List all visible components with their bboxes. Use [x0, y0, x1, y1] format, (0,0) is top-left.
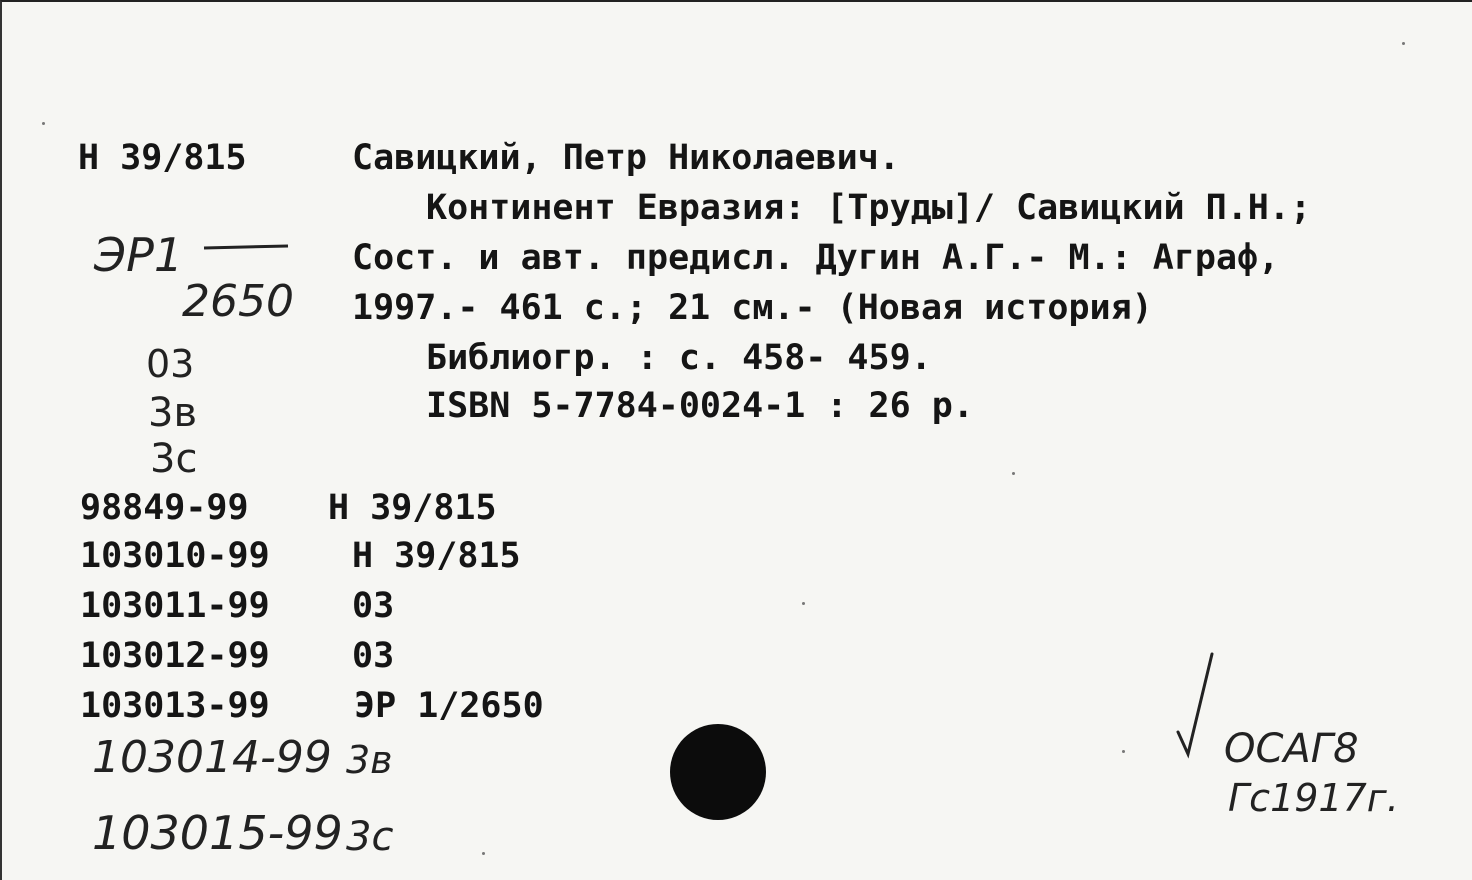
holding-loc-3: 03: [352, 586, 395, 626]
holding-inv-4: 103012-99: [80, 636, 270, 676]
punch-hole: [670, 724, 766, 820]
scan-speck: [1402, 42, 1405, 45]
annotation-line-1: ОСАГ8: [1224, 726, 1359, 772]
holding-loc-5: ЭР 1/2650: [354, 686, 544, 726]
responsibility-line: Сост. и авт. предисл. Дугин А.Г.- М.: Аграф,: [352, 238, 1280, 278]
holding-inv-3: 103011-99: [80, 586, 270, 626]
holding-loc-6: 3в: [346, 738, 393, 782]
bibliography-note: Библиогр. : с. 458- 459.: [426, 338, 932, 378]
holding-inv-1: 98849-99: [80, 488, 249, 528]
margin-code-03: 03: [146, 342, 195, 386]
publication-line: 1997.- 461 с.; 21 см.- (Новая история): [352, 288, 1153, 328]
call-number: Н 39/815: [78, 138, 247, 178]
scan-speck: [1012, 472, 1015, 475]
author-line: Савицкий, Петр Николаевич.: [352, 138, 900, 178]
holding-loc-7: 3с: [346, 814, 394, 860]
check-mark-icon: [1172, 650, 1232, 760]
annotation-line-2: Гс1917г.: [1228, 776, 1399, 820]
holding-loc-1: Н 39/815: [328, 488, 497, 528]
scan-speck: [42, 122, 45, 125]
scan-speck: [1122, 750, 1125, 753]
shelf-mark-dash: [202, 240, 292, 256]
shelf-mark-bottom: 2650: [182, 276, 294, 327]
scan-speck: [482, 852, 485, 855]
holding-loc-2: Н 39/815: [352, 536, 521, 576]
holding-inv-6: 103014-99: [92, 732, 332, 783]
holding-inv-5: 103013-99: [80, 686, 270, 726]
holding-inv-2: 103010-99: [80, 536, 270, 576]
margin-code-3s: 3с: [150, 436, 198, 482]
isbn-line: ISBN 5-7784-0024-1 : 26 р.: [426, 386, 974, 426]
shelf-mark-top: ЭР1: [94, 228, 184, 282]
margin-code-3v: 3в: [148, 390, 198, 436]
holding-inv-7: 103015-99: [92, 806, 343, 860]
holding-loc-4: 03: [352, 636, 395, 676]
title-line: Континент Евразия: [Труды]/ Савицкий П.Н.;: [426, 188, 1312, 228]
scan-speck: [802, 602, 805, 605]
